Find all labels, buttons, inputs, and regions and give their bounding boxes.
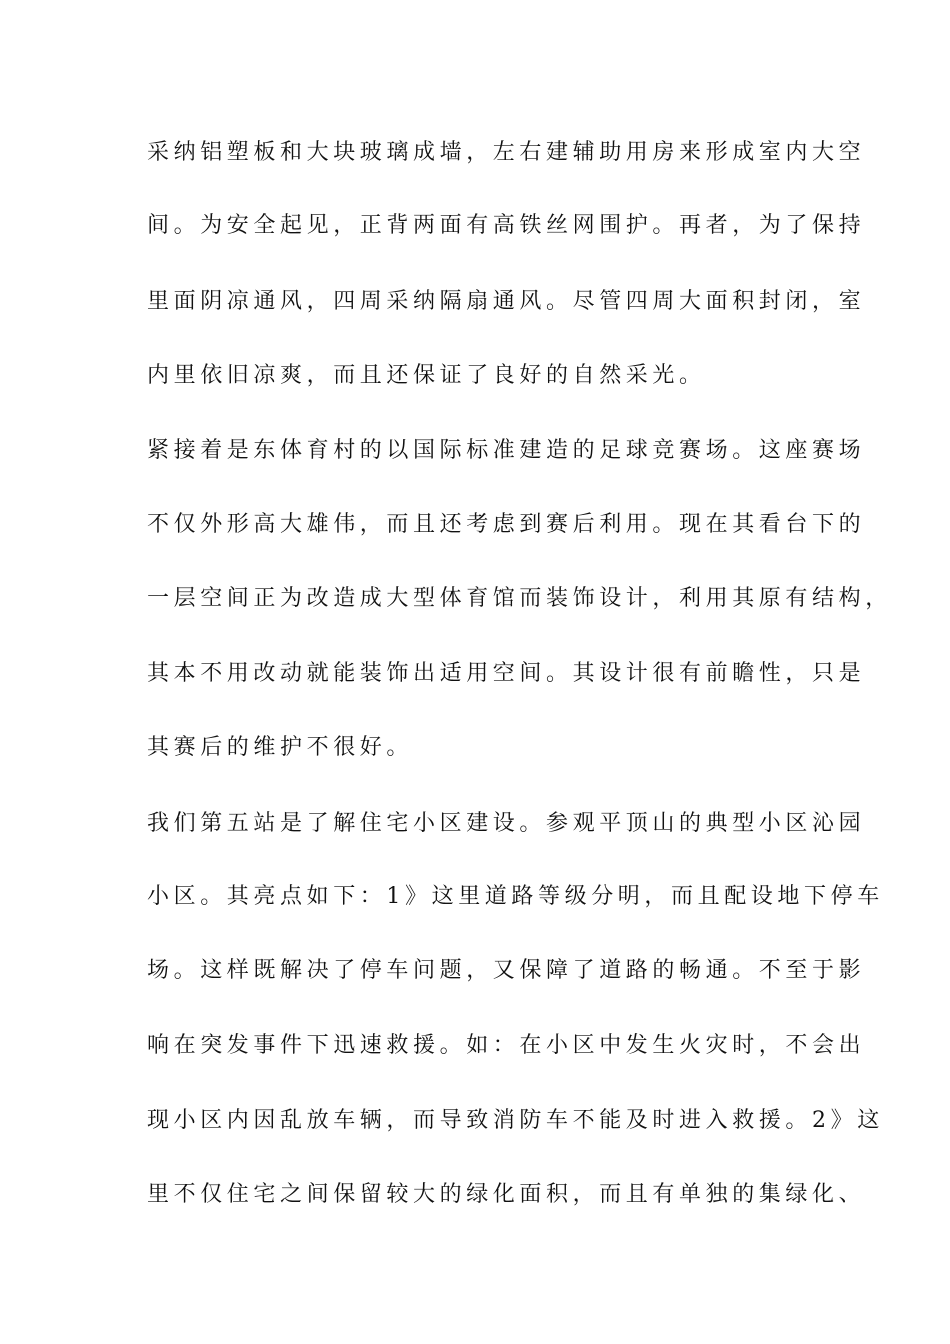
paragraph-line: 场。这样既解决了停车问题，又保障了道路的畅通。不至于影 bbox=[147, 958, 866, 983]
paragraph-line: 采纳铝塑板和大块玻璃成墙，左右建辅助用房来形成室内大空 bbox=[147, 140, 866, 165]
paragraph-line: 里不仅住宅之间保留较大的绿化面积，而且有单独的集绿化、 bbox=[147, 1182, 866, 1207]
paragraph-line: 其本不用改动就能装饰出适用空间。其设计很有前瞻性，只是 bbox=[147, 661, 866, 686]
paragraph-line: 一层空间正为改造成大型体育馆而装饰设计，利用其原有结构， bbox=[147, 586, 892, 611]
paragraph-line: 小区。其亮点如下：1》这里道路等级分明，而且配设地下停车 bbox=[147, 884, 884, 909]
paragraph-line: 间。为安全起见，正背两面有高铁丝网围护。再者，为了保持 bbox=[147, 213, 866, 238]
paragraph-line: 不仅外形高大雄伟，而且还考虑到赛后利用。现在其看台下的 bbox=[147, 512, 866, 537]
paragraph-line: 其赛后的维护不很好。 bbox=[147, 735, 414, 760]
paragraph-line: 响在突发事件下迅速救援。如：在小区中发生火灾时，不会出 bbox=[147, 1033, 866, 1058]
paragraph-line: 现小区内因乱放车辆，而导致消防车不能及时进入救援。2》这 bbox=[147, 1108, 884, 1133]
paragraph-line: 我们第五站是了解住宅小区建设。参观平顶山的典型小区沁园 bbox=[147, 811, 866, 836]
paragraph-line: 内里依旧凉爽，而且还保证了良好的自然采光。 bbox=[147, 363, 706, 388]
paragraph-line: 里面阴凉通风，四周采纳隔扇通风。尽管四周大面积封闭，室 bbox=[147, 289, 866, 314]
paragraph-line: 紧接着是东体育村的以国际标准建造的足球竞赛场。这座赛场 bbox=[147, 438, 866, 463]
